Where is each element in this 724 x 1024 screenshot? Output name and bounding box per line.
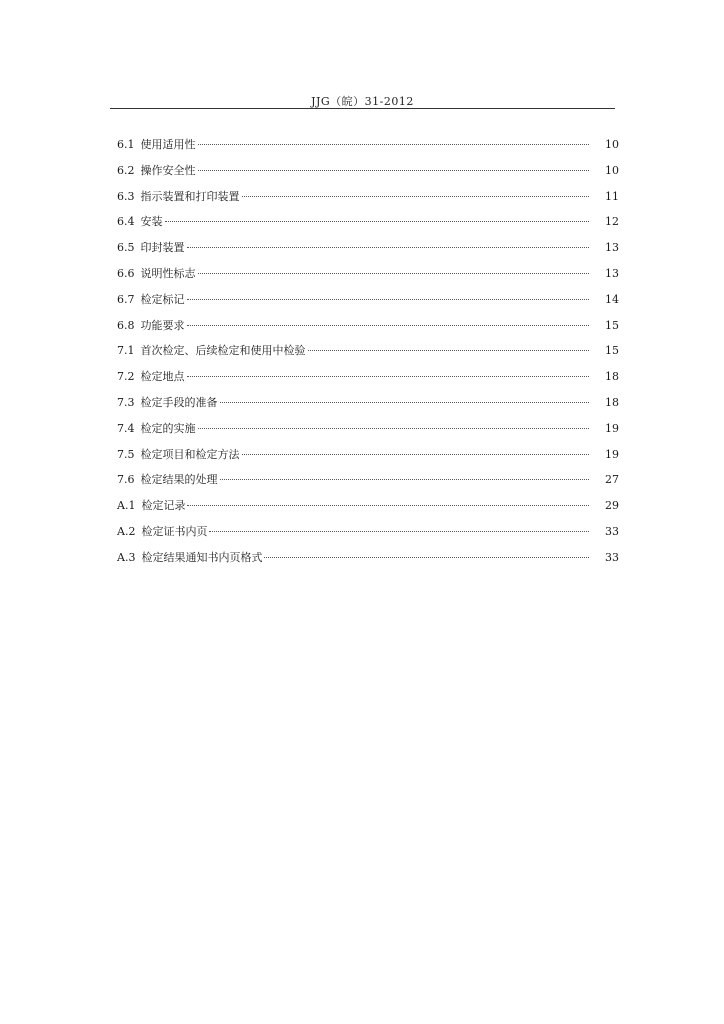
toc-entry[interactable] (117, 550, 619, 576)
toc-entry[interactable] (117, 292, 619, 318)
toc-dot-leader (198, 273, 590, 274)
toc-entry-title: 说明性标志 (140, 266, 196, 280)
toc-entry-number: 6.6 (117, 266, 135, 280)
toc-entry-title: 使用适用性 (140, 138, 196, 151)
toc-dot-leader (308, 350, 590, 351)
toc-entry-number: 6.8 (117, 318, 135, 332)
toc-entry-title: 检定证书内页 (141, 524, 208, 538)
toc-entry-title: 检定结果的处理 (140, 473, 218, 487)
toc-dot-leader (187, 299, 590, 300)
toc-dot-leader (198, 144, 590, 145)
toc-entry-page: 15 (605, 318, 619, 332)
toc-entry-number: 6.4 (117, 215, 135, 229)
toc-entry-page: 33 (605, 550, 619, 564)
toc-dot-leader (165, 221, 590, 222)
page-header: JJG（皖）31-2012 (311, 95, 414, 108)
toc-entry-title: 操作安全性 (140, 163, 196, 177)
toc-dot-leader (220, 402, 590, 403)
toc-entry-page: 19 (605, 421, 619, 435)
toc-entry-title: 首次检定、后续检定和使用中检验 (140, 344, 306, 358)
toc-entry-page: 27 (605, 473, 619, 487)
toc-dot-leader (220, 479, 590, 480)
toc-entry-page: 33 (605, 524, 619, 538)
toc-entry-page: 10 (605, 138, 619, 151)
toc-entry-page: 13 (605, 241, 619, 255)
toc-entry[interactable] (117, 214, 619, 240)
toc-entry[interactable] (117, 498, 619, 524)
toc-entry-number: A.2 (117, 524, 136, 538)
toc-entry-title: 检定结果通知书内页格式 (141, 550, 263, 564)
toc-entry[interactable] (117, 369, 619, 395)
toc-dot-leader (187, 247, 590, 248)
toc-entry-number: 6.3 (117, 189, 135, 203)
toc-entry-title: 指示装置和打印装置 (140, 189, 240, 203)
toc-entry[interactable] (117, 472, 619, 498)
toc-dot-leader (264, 557, 589, 558)
toc-entry[interactable] (117, 266, 619, 292)
toc-entry-number: 7.3 (117, 395, 135, 409)
toc-entry-number: 7.4 (117, 421, 135, 435)
toc-entry-title: 印封装置 (140, 241, 185, 255)
toc-entry[interactable] (117, 421, 619, 447)
toc-entry[interactable] (117, 137, 619, 163)
table-of-contents (117, 137, 619, 576)
toc-dot-leader (187, 376, 590, 377)
toc-entry-title: 检定项目和检定方法 (140, 447, 240, 461)
toc-dot-leader (209, 531, 589, 532)
toc-entry-title: 安装 (140, 215, 163, 229)
toc-entry-page: 15 (605, 344, 619, 358)
toc-entry[interactable] (117, 318, 619, 344)
toc-entry[interactable] (117, 343, 619, 369)
toc-entry-title: 检定记录 (141, 499, 186, 513)
toc-entry-number: 7.5 (117, 447, 135, 461)
toc-entry-page: 14 (605, 292, 619, 306)
toc-entry-title: 检定地点 (140, 370, 185, 384)
toc-entry[interactable] (117, 395, 619, 421)
toc-entry-number: 6.5 (117, 241, 135, 255)
toc-dot-leader (242, 196, 590, 197)
toc-dot-leader (198, 170, 590, 171)
toc-entry-page: 19 (605, 447, 619, 461)
toc-dot-leader (198, 428, 590, 429)
toc-entry-page: 18 (605, 395, 619, 409)
toc-entry-number: A.3 (117, 550, 136, 564)
toc-entry[interactable] (117, 447, 619, 473)
toc-entry-number: A.1 (117, 499, 136, 513)
toc-entry-title: 功能要求 (140, 318, 185, 332)
toc-entry[interactable] (117, 240, 619, 266)
toc-entry-number: 6.7 (117, 292, 135, 306)
toc-entry-number: 6.1 (117, 138, 135, 151)
toc-dot-leader (242, 454, 590, 455)
toc-entry-number: 7.6 (117, 473, 135, 487)
header-rule (110, 108, 615, 109)
toc-dot-leader (187, 325, 590, 326)
toc-entry-page: 12 (605, 215, 619, 229)
toc-entry-page: 11 (605, 189, 619, 203)
toc-dot-leader (187, 505, 589, 506)
toc-entry-number: 6.2 (117, 163, 135, 177)
toc-entry-title: 检定的实施 (140, 421, 196, 435)
toc-entry-title: 检定标记 (140, 292, 185, 306)
toc-entry-page: 29 (605, 499, 619, 513)
toc-entry[interactable] (117, 189, 619, 215)
toc-entry-page: 10 (605, 163, 619, 177)
toc-entry-page: 13 (605, 266, 619, 280)
toc-entry-number: 7.1 (117, 344, 135, 358)
toc-entry-number: 7.2 (117, 370, 135, 384)
toc-entry-page: 18 (605, 370, 619, 384)
toc-entry[interactable] (117, 163, 619, 189)
toc-entry[interactable] (117, 524, 619, 550)
toc-entry-title: 检定手段的准备 (140, 395, 218, 409)
